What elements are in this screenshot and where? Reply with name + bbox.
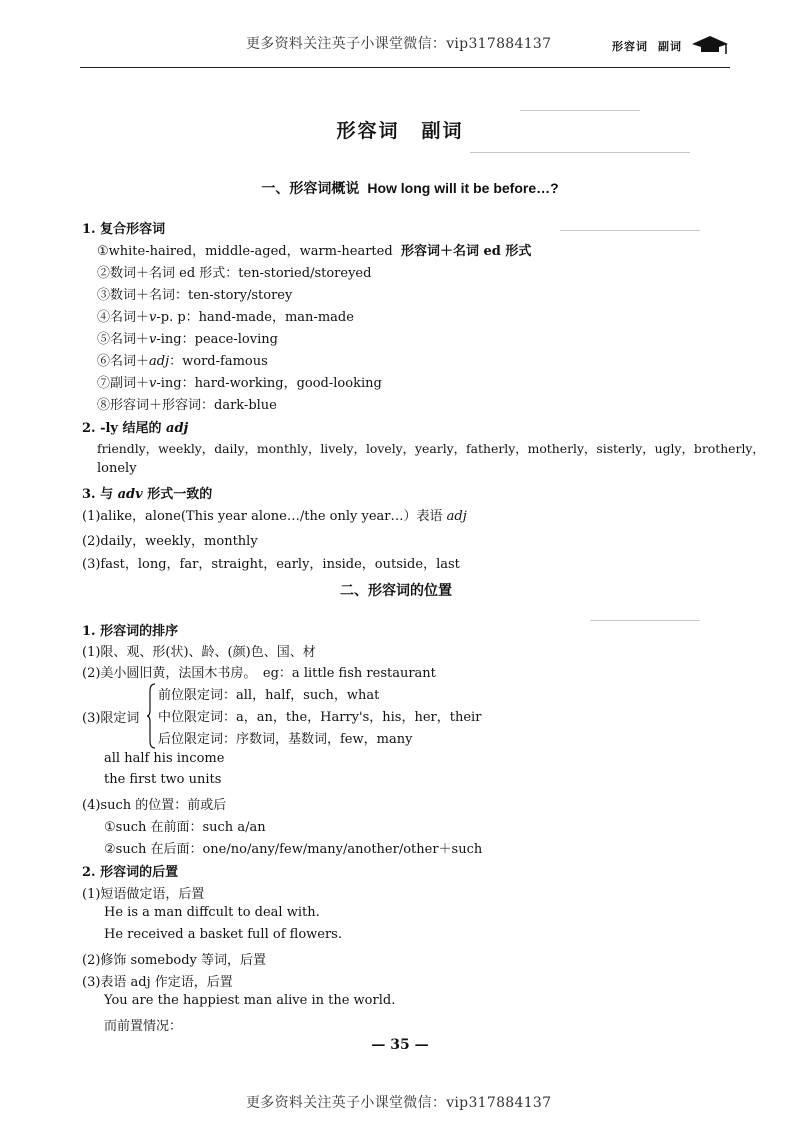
order-item-1: (1)限、观、形(状)、龄、(颜)色、国、材 [82,645,316,660]
graduation-cap-icon [690,32,730,56]
compound-item-7-ital: v [149,376,157,391]
compound-item-5-ital: v [149,332,157,347]
ly-heading-ital: adj [166,421,189,436]
scan-speckle [590,620,700,621]
compound-item-1 [97,240,531,259]
compound-item-6-ital: adj [149,354,170,369]
section1-title [0,178,800,198]
order-example-1: all half his income [104,751,225,766]
determiner-post: 后位限定词：序数词，基数词，few，many [158,732,413,747]
section2-title: 二、形容词的位置 [340,583,452,599]
ly-heading-pre: 2. -ly 结尾的 [82,421,167,436]
compound-item-8: ⑧形容词＋形容词：dark-blue [97,398,277,413]
watermark-top: 更多资料关注英子小课堂微信：vip317884137 [246,36,552,52]
determiner-central: 中位限定词：a，an，the，Harry's，his，her，their [158,710,482,725]
watermark-bottom: 更多资料关注英子小课堂微信：vip317884137 [246,1095,552,1111]
post-item-1: (1)短语做定语，后置 [82,887,205,902]
order-item-4: (4)such 的位置：前或后 [82,798,227,813]
compound-item-4-pre: ④名词＋ [97,310,150,325]
compound-item-6 [97,350,268,369]
compound-item-4-ital: v [149,310,157,325]
scan-speckle [520,110,640,111]
compound-item-5-post: -ing：peace-loving [156,332,278,347]
ly-line-2: lonely [97,461,137,476]
compound-item-2: ②数词＋名词 ed 形式：ten-storied/storeyed [97,266,372,281]
compound-item-7 [97,372,382,391]
compound-item-7-post: -ing：hard-working，good-looking [156,376,382,391]
page-number: — 35 — [371,1037,429,1053]
compound-item-1-note: 形容词＋名词 ed 形式 [400,244,532,259]
ly-line-1: friendly，weekly，daily，monthly，lively，lovely，yearly，fatherly，motherly，sisterly，ugly，brotherly， [97,441,765,456]
post-example-2: He received a basket full of flowers. [104,927,342,942]
post-item-2: (2)修饰 somebody 等词，后置 [82,953,267,968]
section1-title-cn: 一、形容词概说 [261,181,360,197]
same-form-heading [82,483,212,502]
compound-item-1-text: ①white-haired，middle-aged，warm-hearted [97,244,393,259]
header-tag [612,38,682,54]
header-tag-right: 副词 [658,40,682,53]
same-form-heading-ital: adv [117,487,143,502]
compound-item-6-post: ：word-famous [169,354,268,369]
order-item-3-label: (3)限定词 [82,711,140,726]
order-item-2: (2)美小圆旧黄，法国木书房。 eg：a little fish restaurant [82,666,436,681]
header-rule [80,67,730,68]
page-title-part1: 形容词 [336,120,400,142]
compound-item-4-post: -p. p：hand-made，man-made [156,310,354,325]
such-front: ①such 在前面：such a/an [104,820,266,835]
compound-heading: 1. 复合形容词 [82,222,166,237]
same-form-item-2: (2)daily，weekly，monthly [82,534,258,549]
determiner-pre: 前位限定词：all，half，such，what [158,688,380,703]
same-form-item-1-ital: adj [446,509,467,524]
determiner-brace [146,683,156,749]
same-form-item-1 [82,505,467,524]
post-example-4: 而前置情况： [104,1019,183,1034]
header-tag-left: 形容词 [612,40,648,53]
order-example-2: the first two units [104,772,222,787]
ly-heading [82,417,188,436]
post-heading: 2. 形容词的后置 [82,865,179,880]
scan-speckle [470,152,690,153]
compound-item-3: ③数词＋名词：ten-story/storey [97,288,293,303]
same-form-heading-pre: 3. 与 [82,487,118,502]
order-heading: 1. 形容词的排序 [82,624,179,639]
section1-title-en: How long will it be before…? [367,180,559,196]
post-example-1: He is a man diffcult to deal with. [104,905,320,920]
same-form-item-3: (3)fast，long，far，straight，early，inside，outside，last [82,557,460,572]
same-form-item-1-pre: (1)alike，alone(This year alone…/the only year…）表语 [82,509,447,524]
post-item-3: (3)表语 adj 作定语，后置 [82,975,233,990]
post-example-3: You are the happiest man alive in the world. [104,993,396,1008]
compound-item-5 [97,328,278,347]
compound-item-4 [97,306,354,325]
page-title [0,116,800,143]
such-behind: ②such 在后面：one/no/any/few/many/another/other＋such [104,842,483,857]
compound-item-6-pre: ⑥名词＋ [97,354,150,369]
same-form-heading-post: 形式一致的 [142,487,213,502]
page-title-part2: 副词 [421,120,464,142]
scan-speckle [560,230,700,231]
compound-item-5-pre: ⑤名词＋ [97,332,150,347]
compound-item-7-pre: ⑦副词＋ [97,376,150,391]
